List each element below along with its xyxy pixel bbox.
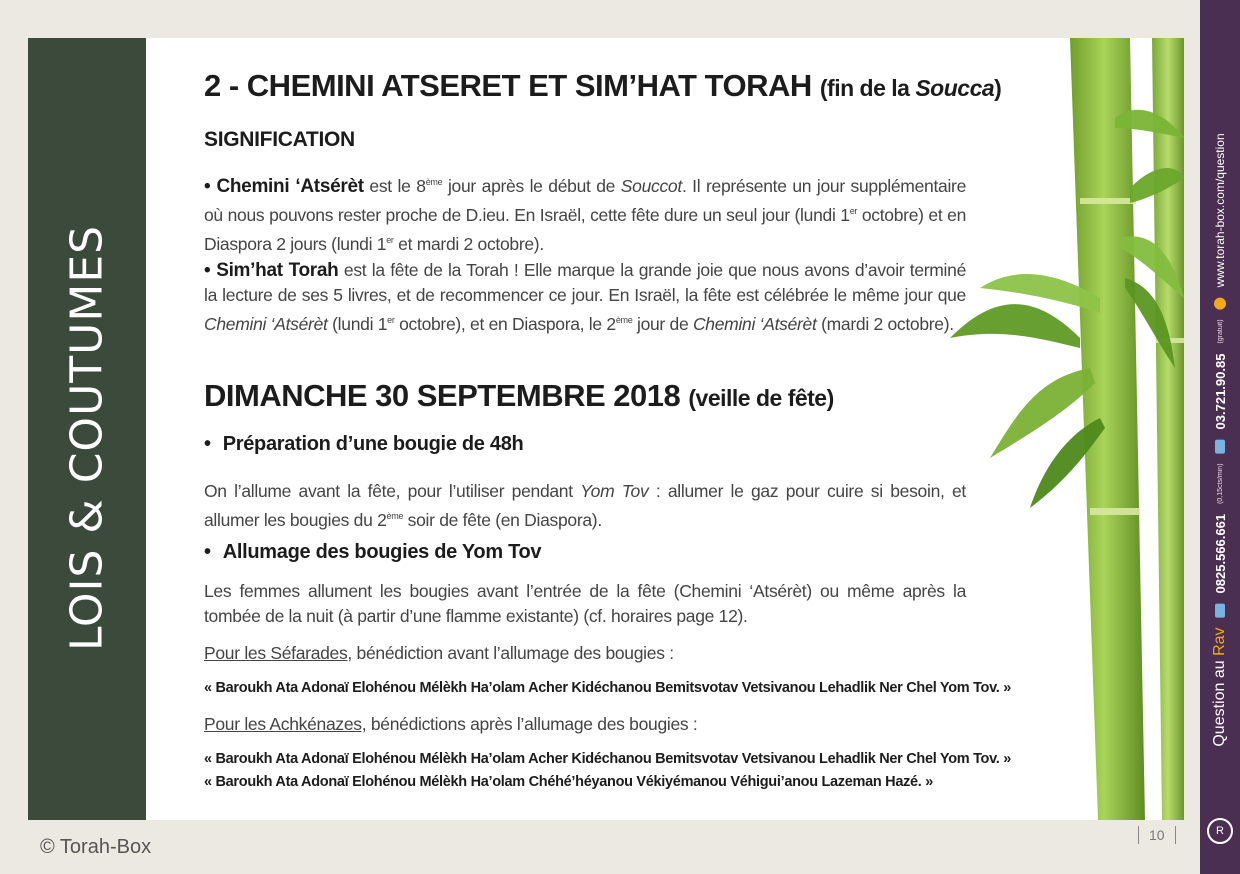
copyright: © Torah-Box xyxy=(40,836,152,858)
date-heading: DIMANCHE 30 SEPTEMBRE 2018 (veille de fête) xyxy=(204,378,834,413)
blessing-achkenazes-1: « Baroukh Ata Adonaï Elohénou Mélèkh Ha’olam Acher Kidéchanou Bemitsvotav Vetsivanou Lehadlik Ner Chel Yom Tov. » xyxy=(204,751,1012,767)
phone-icon xyxy=(1215,439,1225,453)
phone-note-2: (gratuit) xyxy=(1216,319,1224,344)
paragraph-allumage: Les femmes allument les bougies avant l’entrée de la fête (Chemini ‘Atsérèt) ou même après la tombée de la nuit (à partir d’une flamme existante) (cf. horaires page 12). xyxy=(204,581,966,626)
phone-note-1: (0,15cts/min) xyxy=(1216,463,1224,504)
blessing-achkenazes-2: « Baroukh Ata Adonaï Elohénou Mélèkh Ha’olam Chéhé’héyanou Vékiyémanou Véhigui’anou Lazeman Hazé. » xyxy=(204,774,934,790)
phone-number-1: 0825.566.661 xyxy=(1212,513,1228,594)
phone-icon xyxy=(1215,603,1225,617)
paragraph-bougie: On l’allume avant la fête, pour l’utiliser pendant Yom Tov : allumer le gaz pour cuire si besoin, et allumer les bougies du 2ème soir de fête (en Diaspora). xyxy=(204,481,966,530)
paragraph-chemini: • Chemini ‘Atsérèt est le 8ème jour après le début de Souccot. Il représente un jour supplémentaire où nous pouvons rester proche de D.ieu. En Israël, cette fête dure un seul jour (lundi 1er octobre) et en Diaspora 2 jours (lundi 1er et mardi 2 octobre). xyxy=(204,175,966,254)
question-label: Question au Rav xyxy=(1211,627,1228,747)
sefarades-line: Pour les Séfarades, bénédiction avant l’allumage des bougies : xyxy=(204,643,674,663)
contact-band-text xyxy=(1211,133,1229,746)
phone-number-2: 03.721.90.85 xyxy=(1212,353,1228,430)
paragraph-simhat-torah: • Sim’hat Torah est la fête de la Torah ! Elle marque la grande joie que nous avons d’avoir terminé la lecture de ses 5 livres, et de recommencer ce jour. En Israël, la fête est célébrée le même jour que Chemini ‘Atsérèt (lundi 1er octobre), et en Diaspora, le 2ème jour de Chemini ‘Atsérèt (mardi 2 octobre). xyxy=(204,260,967,334)
section-title-sub: (fin de la Soucca) xyxy=(819,75,1002,101)
bamboo-illustration xyxy=(930,38,1184,820)
contact-band xyxy=(1200,0,1240,874)
website-link[interactable]: www.torah-box.com/question xyxy=(1213,133,1227,288)
item-heading-allumage: • Allumage des bougies de Yom Tov xyxy=(204,541,542,563)
page-number: 10 xyxy=(1138,826,1176,844)
signification-heading: SIGNIFICATION xyxy=(204,128,355,151)
sidebar-title: LOIS & COUTUMES xyxy=(61,224,113,652)
section-title-main: 2 - CHEMINI ATSERET ET SIM’HAT TORAH xyxy=(204,68,812,103)
rav-logo-icon: R xyxy=(1207,818,1233,844)
section-title xyxy=(204,68,1001,104)
web-icon xyxy=(1214,297,1226,309)
item-heading-bougie: • Préparation d’une bougie de 48h xyxy=(204,433,524,455)
achkenazes-line: Pour les Achkénazes, bénédictions après l’allumage des bougies : xyxy=(204,714,698,734)
blessing-sefarades: « Baroukh Ata Adonaï Elohénou Mélèkh Ha’olam Acher Kidéchanou Bemitsvotav Vetsivanou Lehadlik Ner Chel Yom Tov. » xyxy=(204,680,1012,696)
